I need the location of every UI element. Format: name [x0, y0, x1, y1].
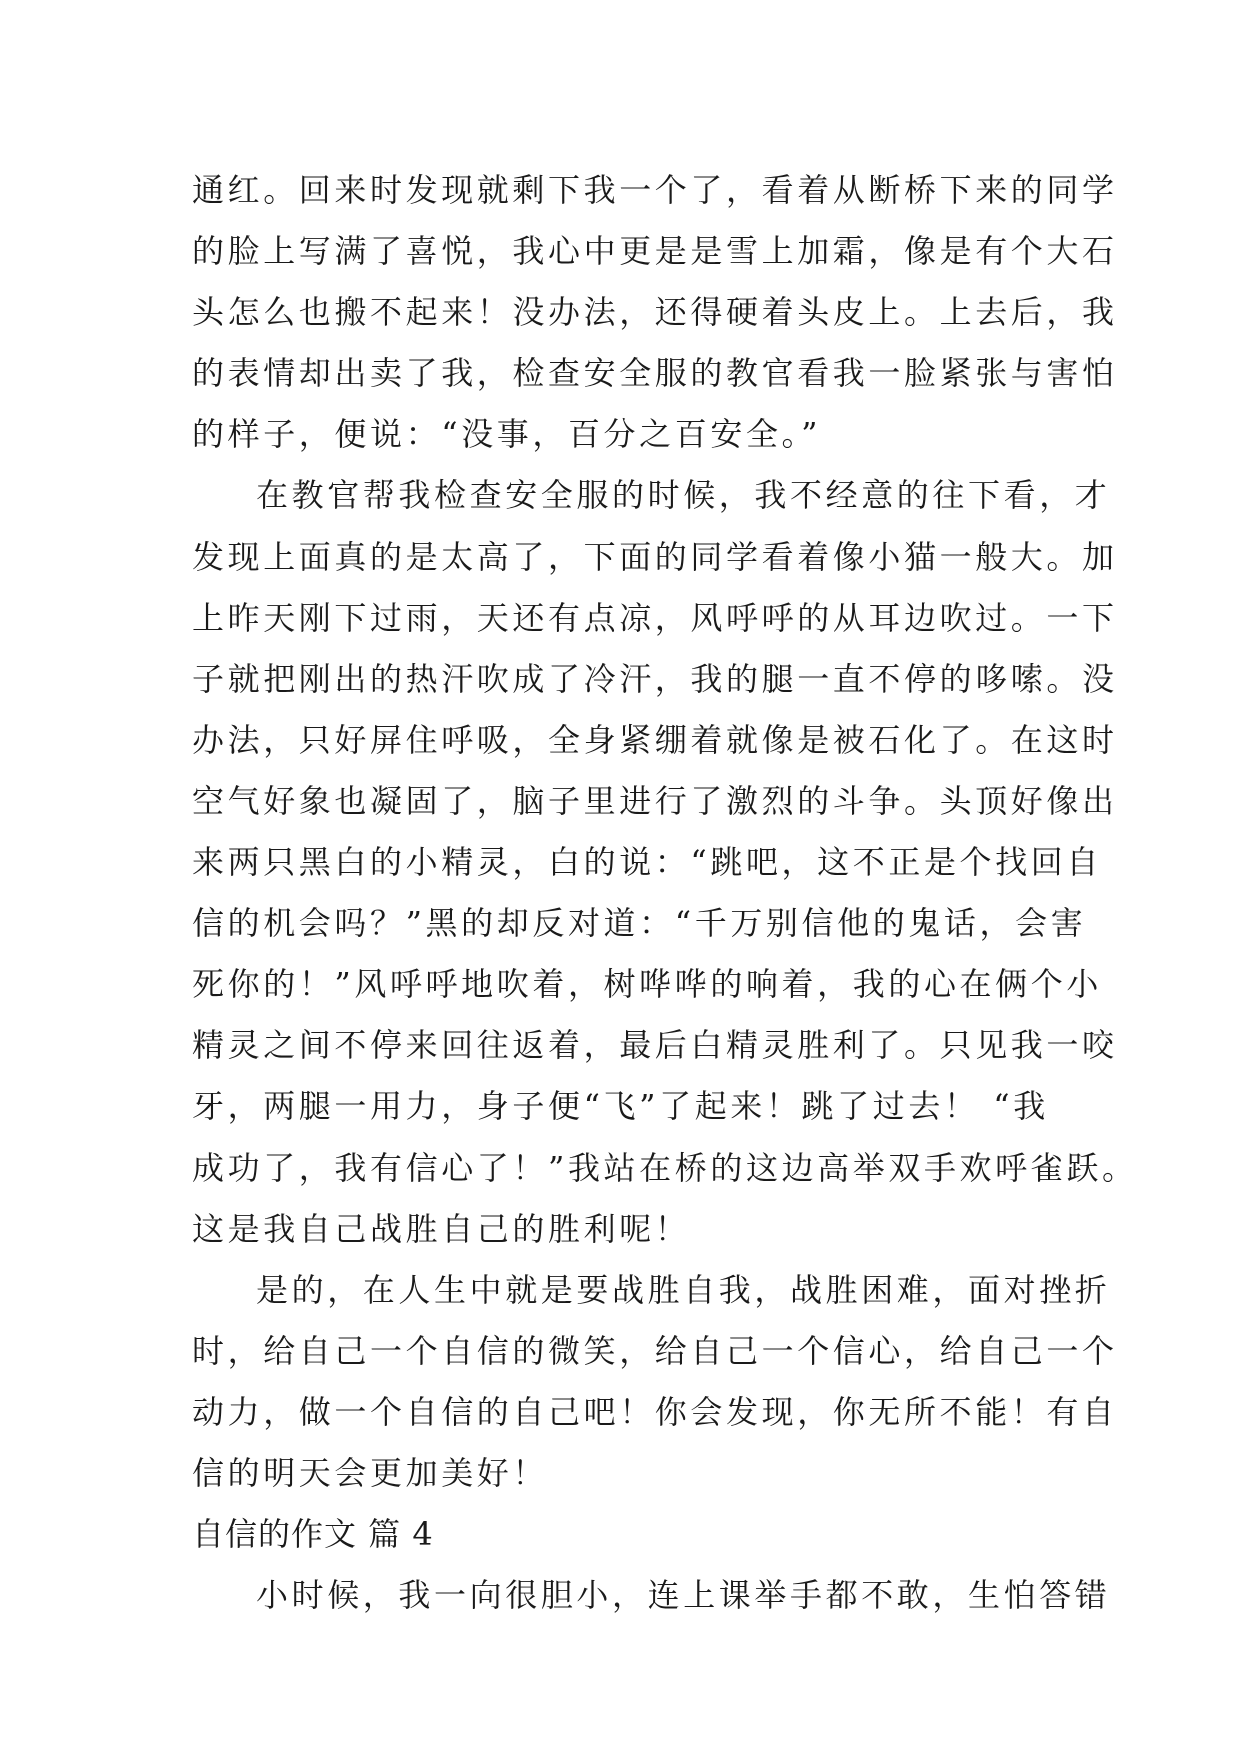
paragraph-line: 信的明天会更加美好！	[192, 1453, 549, 1492]
paragraph-line: 通红。回来时发现就剩下我一个了，看着从断桥下来的同学	[192, 171, 1118, 209]
paragraph-line: 子就把刚出的热汗吹成了冷汗，我的腿一直不停的哆嗦。没	[192, 659, 1118, 698]
paragraph-line: 成功了，我有信心了！”我站在桥的这边高举双手欢呼雀跃。	[192, 1148, 1138, 1187]
paragraph-line: 上昨天刚下过雨，天还有点凉，风呼呼的从耳边吹过。一下	[192, 598, 1118, 637]
section-heading: 自信的作文 篇 4	[192, 1515, 434, 1554]
paragraph-line: 办法，只好屏住呼吸，全身紧绷着就像是被石化了。在这时	[192, 720, 1118, 759]
paragraph-line: 的表情却出卖了我，检查安全服的教官看我一脸紧张与害怕	[192, 354, 1118, 393]
paragraph-line: 牙，两腿一用力，身子便“飞”了起来！跳了过去！ “我	[192, 1087, 1049, 1126]
paragraph-line: 精灵之间不停来回往返着，最后白精灵胜利了。只见我一咬	[192, 1026, 1118, 1065]
essay-text	[192, 160, 1138, 1626]
paragraph-first-line: 在教官帮我检查安全服的时候，我不经意的往下看，才	[256, 476, 1111, 515]
paragraph-line: 的样子，便说：“没事，百分之百安全。”	[192, 415, 822, 454]
paragraph-line: 来两只黑白的小精灵，白的说：“跳吧，这不正是个找回自	[192, 843, 1102, 882]
paragraph-first-line: 是的，在人生中就是要战胜自我，战胜困难，面对挫折	[256, 1270, 1111, 1309]
paragraph-line: 头怎么也搬不起来！没办法，还得硬着头皮上。上去后，我	[192, 293, 1118, 332]
paragraph-line: 动力，做一个自信的自己吧！你会发现，你无所不能！有自	[192, 1392, 1118, 1431]
paragraph-first-line: 小时候，我一向很胆小，连上课举手都不敢，生怕答错	[256, 1576, 1111, 1615]
paragraph-line: 发现上面真的是太高了，下面的同学看着像小猫一般大。加	[192, 537, 1118, 576]
paragraph-line: 时，给自己一个自信的微笑，给自己一个信心，给自己一个	[192, 1331, 1118, 1370]
paragraph-line: 空气好象也凝固了，脑子里进行了激烈的斗争。头顶好像出	[192, 781, 1118, 820]
paragraph-line: 这是我自己战胜自己的胜利呢！	[192, 1209, 691, 1248]
paragraph-line: 的脸上写满了喜悦，我心中更是是雪上加霜，像是有个大石	[192, 232, 1118, 271]
paragraph-line: 死你的！”风呼呼地吹着，树哗哗的响着，我的心在俩个小	[192, 965, 1102, 1004]
paragraph-line: 信的机会吗？”黑的却反对道：“千万别信他的鬼话，会害	[192, 904, 1087, 943]
